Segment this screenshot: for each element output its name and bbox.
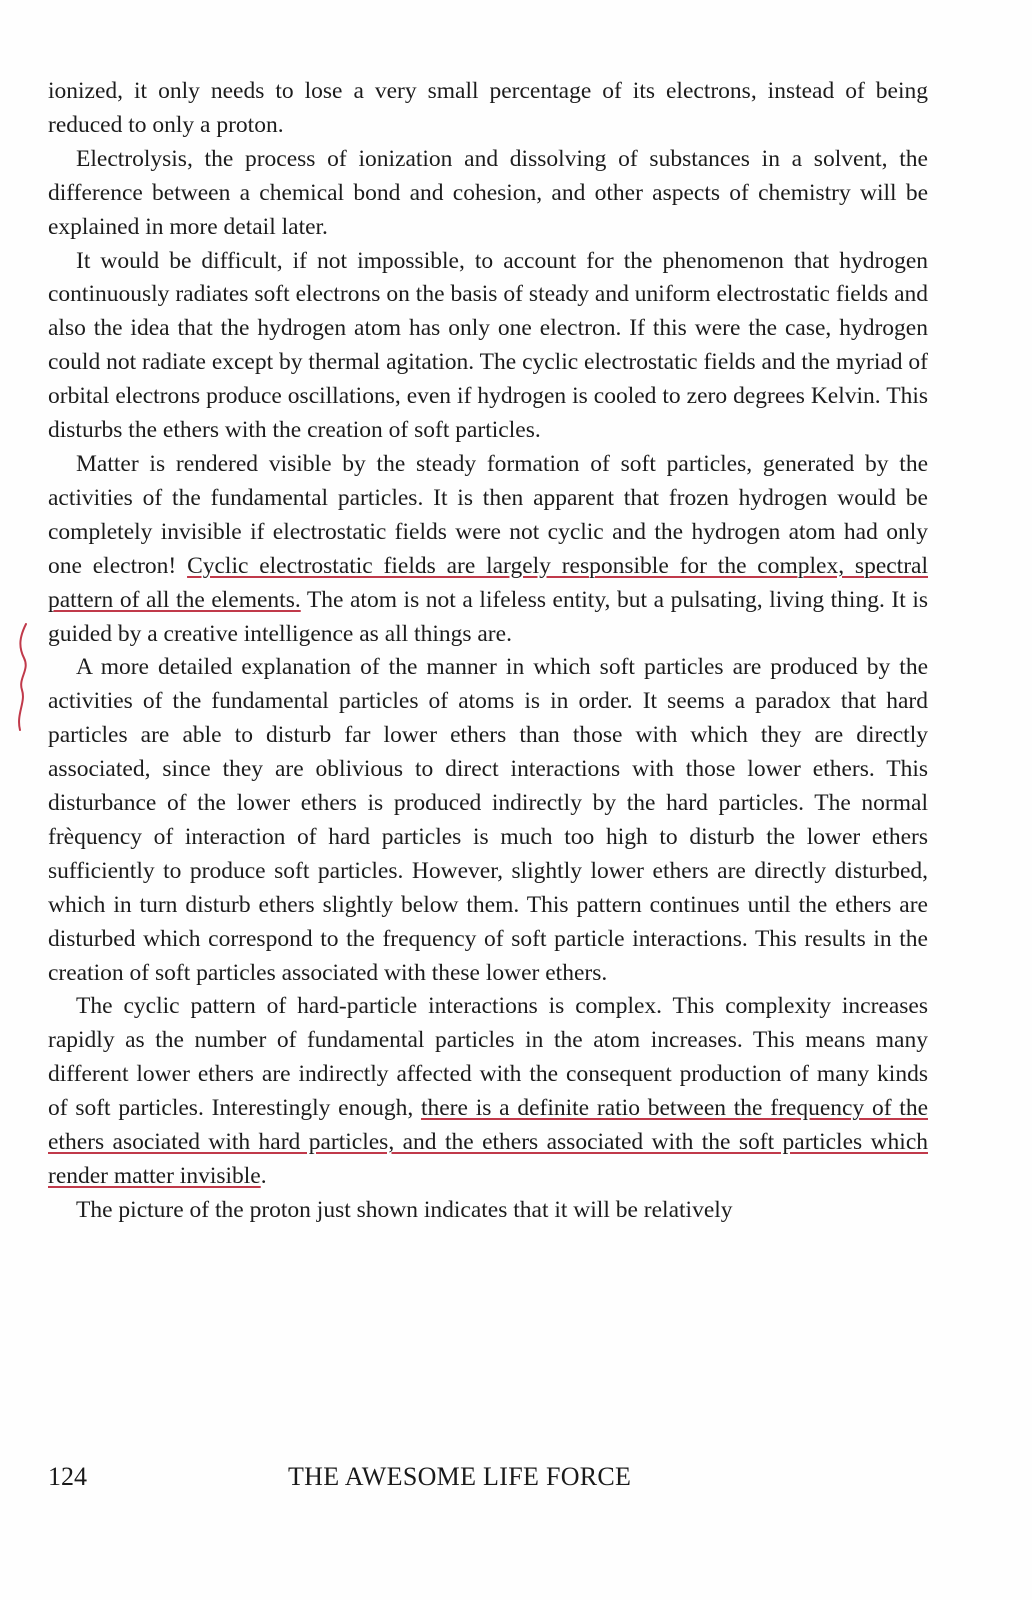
paragraph-5-text: A more detailed explanation of the manner in which soft particles are produced by the activities of the fundamental particles of atoms is in order. It seems a paradox that hard particles are able to disturb far lower ethers than those with which they are directly associated, since they are oblivious to direct interactions with those lower ethers. This disturbance of the lower ethers is produced indirectly by the hard particles. The normal frèquency of interaction of hard particles is much too high to disturb the lower ethers sufficiently to produce soft particles. However, slightly lower ethers are directly disturbed, which in turn disturb ethers slightly below them. This pattern continues until the ethers are disturbed which correspond to the frequency of soft particle interactions. This results in the creation of soft particles associated with these lower ethers. [48, 654, 928, 986]
paragraph-4-text-after: The atom is not a lifeless entity, but a pulsating, living thing. It is guided by a creative intelligence as all things are. [48, 586, 929, 647]
paragraph-3-text: It would be difficult, if not impossible, to account for the phenomenon that hydrogen continuously radiates soft electrons on the basis of steady and uniform electrostatic fields and also the idea that the hydrogen atom has only one electron. If this were the case, hydrogen could not radiate except by thermal agitation. The cyclic electrostatic fields and the myriad of orbital electrons produce oscillations, even if hydrogen is cooled to zero degrees Kelvin. This disturbs the ethers with the creation of soft particles. [48, 247, 928, 444]
paragraph-1-text: ionized, it only needs to lose a very small percentage of its electrons, instead of being reduced to only a proton. [48, 78, 928, 138]
body-text [48, 75, 928, 1228]
margin-bracket-annotation [10, 618, 40, 738]
paragraph-5 [48, 651, 928, 990]
paragraph-7-text: The picture of the proton just shown indicates that it will be relatively [76, 1196, 733, 1223]
paragraph-4-text-before: Matter is rendered visible by the steady formation of soft particles, generated by the activities of the fundamental particles. It is then apparent that frozen hydrogen would be completely invisible if electrostatic fields were not cyclic and the hydrogen atom had only one electron! [48, 450, 928, 579]
paragraph-2 [48, 143, 928, 245]
paragraph-6 [48, 990, 928, 1193]
paragraph-1 [48, 75, 928, 143]
paragraph-7 [48, 1194, 928, 1228]
paragraph-4-underlined-passage: Cyclic electrostatic fields are largely responsible for the complex, spectral pattern of all the elements. [48, 552, 928, 613]
running-title: THE AWESOME LIFE FORCE [288, 1462, 632, 1491]
paragraph-4 [48, 448, 928, 651]
paragraph-2-text: Electrolysis, the process of ionization and dissolving of substances in a solvent, the difference between a chemical bond and cohesion, and other aspects of chemistry will be explained in more detail later. [48, 145, 928, 240]
paragraph-6-text-before: The cyclic pattern of hard-particle interactions is complex. This complexity increases rapidly as the number of fundamental particles in the atom increases. This means many different lower ethers are indirectly affected with the consequent production of many kinds of soft particles. Interestingly enough, [48, 993, 928, 1122]
page-number: 124 [48, 1462, 87, 1491]
paragraph-6-underlined-passage: there is a definite ratio between the frequency of the ethers asociated with hard particles, and the ethers associated with the soft particles which render matter invisible [48, 1095, 928, 1189]
paragraph-3 [48, 245, 928, 448]
paragraph-6-text-after: . [260, 1163, 267, 1189]
